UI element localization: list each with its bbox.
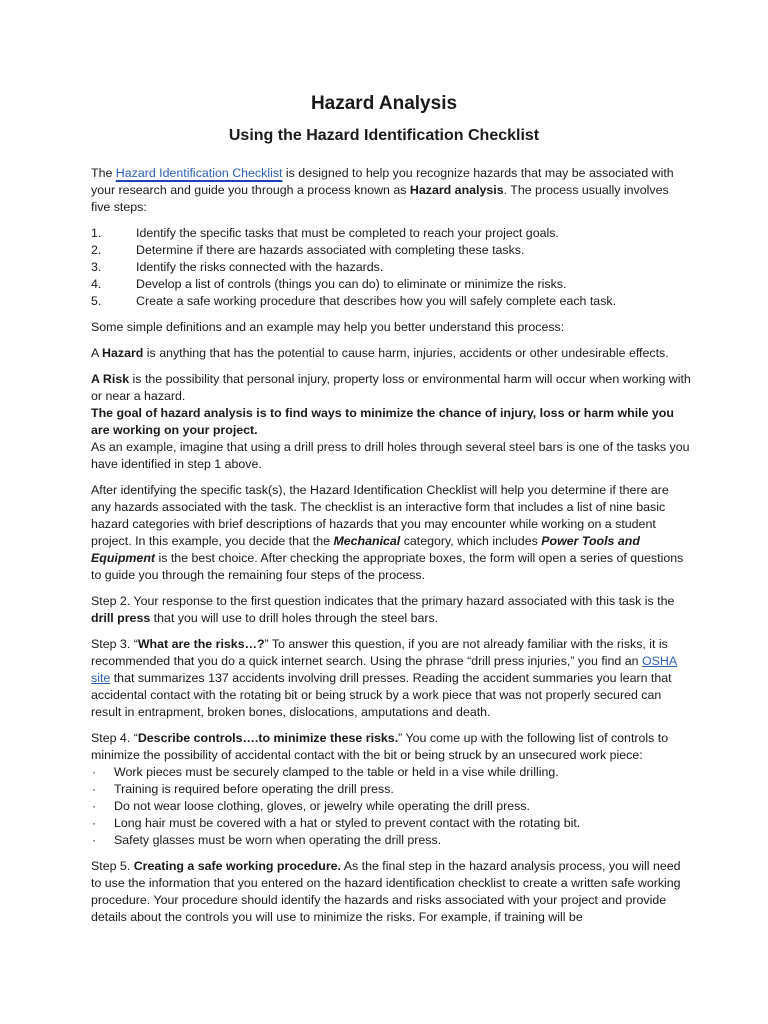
control-item — [91, 815, 691, 832]
control-text: Do not wear loose clothing, gloves, or jewelry while operating the drill press. — [114, 799, 530, 813]
step5-paragraph: Step 5. Creating a safe working procedure. As the final step in the hazard analysis process, you will need to use the information that you entered on the hazard identification checklist to create a written safe working procedure. Your procedure should identify the hazards and risks associated with your project and provide details about the controls you will use to minimize the risks. For example, if training will be — [91, 859, 681, 924]
step-text: Determine if there are hazards associated with completing these tasks. — [136, 243, 525, 257]
step-item — [91, 242, 691, 259]
step-text: Create a safe working procedure that describes how you will safely complete each task. — [136, 294, 617, 308]
document-body — [91, 165, 691, 935]
control-text: Work pieces must be securely clamped to the table or held in a vise while drilling. — [114, 765, 559, 779]
hazard-analysis-term: Hazard analysis — [409, 183, 504, 197]
step-item — [91, 293, 691, 310]
example-paragraph: As an example, imagine that using a drill press to drill holes through several steel bars is one of the tasks you have identified in step 1 above. — [91, 440, 690, 471]
step-number: 5. — [91, 294, 102, 308]
after-identifying-paragraph: After identifying the specific task(s), the Hazard Identification Checklist will help you determine if there are any hazards associated with the task. The checklist is an interactive form that includes a list of nine basic hazard categories with brief descriptions of hazards that you may encounter while working on a student project. In this example, you decide that the Mechanical category, which includes Power Tools and Equipment is the best choice. After checking the appropriate boxes, the form will open a series of questions to guide you through the remaining four steps of the process. — [91, 483, 684, 582]
definitions-intro: Some simple definitions and an example may help you better understand this process: — [91, 320, 565, 334]
step-text: Identify the risks connected with the hazards. — [136, 260, 384, 274]
step-number: 1. — [91, 226, 102, 240]
hazard-checklist-link[interactable]: Hazard Identification Checklist — [115, 166, 283, 180]
step3-paragraph: Step 3. “What are the risks…?” To answer this question, if you are not already familiar with the risks, it is recommended that you do a quick internet search. Using the phrase “drill press injuries,” you find an OSHA site that summarizes 137 accidents involving drill presses. Reading the accident summaries you learn that accidental contact with the rotating bit or being struck by a work piece that was not properly secured can result in entrapment, broken bones, dislocations, amputations and death. — [91, 637, 678, 719]
control-item — [91, 781, 691, 798]
control-text: Long hair must be covered with a hat or styled to prevent contact with the rotating bit. — [114, 816, 581, 830]
bullet-icon: · — [92, 816, 97, 830]
page-subtitle: Using the Hazard Identification Checklist — [228, 127, 540, 144]
page-title: Hazard Analysis — [310, 93, 458, 114]
step2-paragraph: Step 2. Your response to the first question indicates that the primary hazard associated with this task is the drill press that you will use to drill holes through the steel bars. — [91, 594, 675, 625]
step-number: 2. — [91, 243, 102, 257]
bullet-icon: · — [92, 799, 97, 813]
hazard-definition: A Hazard is anything that has the potential to cause harm, injuries, accidents or other undesirable effects. — [91, 346, 669, 360]
bullet-icon: · — [92, 833, 97, 847]
step-number: 3. — [91, 260, 102, 274]
step-item — [91, 276, 691, 293]
step-item — [91, 225, 691, 242]
bullet-icon: · — [92, 765, 97, 779]
control-item — [91, 832, 691, 849]
step-item — [91, 259, 691, 276]
step-text: Develop a list of controls (things you can do) to eliminate or minimize the risks. — [136, 277, 567, 291]
goal-statement: The goal of hazard analysis is to find ways to minimize the chance of injury, loss or harm while you are working on your project. — [91, 406, 674, 437]
bullet-icon: · — [92, 782, 97, 796]
intro-paragraph: The Hazard Identification Checklist is designed to help you recognize hazards that may be associated with your research and guide you through a process known as Hazard analysis. The process usually involves five steps: — [91, 166, 674, 214]
steps-list — [91, 225, 691, 310]
osha-site-link[interactable]: OSHA site — [91, 654, 678, 685]
control-item — [91, 798, 691, 815]
step-text: Identify the specific tasks that must be completed to reach your project goals. — [136, 226, 559, 240]
step4-paragraph: Step 4. “Describe controls….to minimize these risks.” You come up with the following list of controls to minimize the possibility of accidental contact with the bit or being struck by an unsecured work piece: — [91, 731, 669, 762]
control-item — [91, 764, 691, 781]
step-number: 4. — [91, 277, 102, 291]
control-text: Safety glasses must be worn when operating the drill press. — [114, 833, 442, 847]
control-text: Training is required before operating the drill press. — [114, 782, 394, 796]
controls-list — [91, 764, 691, 849]
risk-definition: A Risk is the possibility that personal injury, property loss or environmental harm will occur when working with or near a hazard. — [91, 372, 691, 403]
